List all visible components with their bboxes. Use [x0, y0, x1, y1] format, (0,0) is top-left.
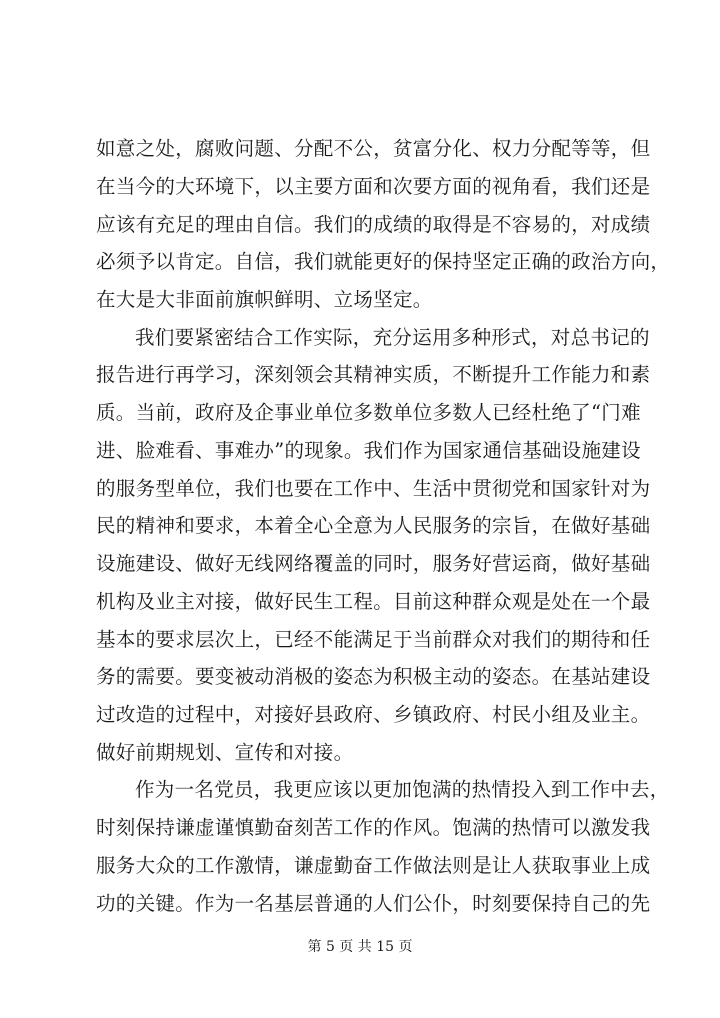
body-text-line: 过改造的过程中，对接好县政府、乡镇政府、村民小组及业主。 — [96, 703, 651, 726]
body-text-line: 功的关键。作为一名基层普通的人们公仆，时刻要保持自己的先 — [96, 892, 651, 915]
body-text-line: 在当今的大环境下，以主要方面和次要方面的视角看，我们还是 — [96, 175, 651, 198]
body-text-line: 报告进行再学习，深刻领会其精神实质，不断提升工作能力和素 — [96, 363, 651, 386]
body-text-line: 如意之处，腐败问题、分配不公，贫富分化、权力分配等等，但 — [96, 137, 651, 160]
body-text-line: 基本的要求层次上，已经不能满足于当前群众对我们的期待和任 — [96, 628, 651, 651]
paragraph-first-line: 作为一名党员，我更应该以更加饱满的热情投入到工作中去， — [135, 778, 670, 801]
body-text-line: 机构及业主对接，做好民生工程。目前这种群众观是处在一个最 — [96, 590, 651, 613]
body-text-line: 必须予以肯定。自信，我们就能更好的保持坚定正确的政治方向， — [96, 250, 671, 273]
paragraph-first-line: 我们要紧密结合工作实际，充分运用多种形式，对总书记的 — [135, 326, 650, 349]
body-text-line: 设施建设、做好无线网络覆盖的同时，服务好营运商，做好基础 — [96, 552, 651, 575]
body-text-line: 的服务型单位，我们也要在工作中、生活中贯彻党和国家针对为 — [96, 477, 651, 500]
page-number-footer: 第 5 页 共 15 页 — [307, 939, 413, 955]
body-text-line: 做好前期规划、宣传和对接。 — [96, 741, 354, 764]
body-text-line: 在大是大非面前旗帜鲜明、立场坚定。 — [96, 288, 433, 311]
body-text-line: 民的精神和要求，本着全心全意为人民服务的宗旨，在做好基础 — [96, 514, 651, 537]
body-text-line: 务的需要。要变被动消极的姿态为积极主动的姿态。在基站建设 — [96, 665, 651, 688]
body-text-line: 进、脸难看、事难办”的现象。我们作为国家通信基础设施建设 — [96, 439, 641, 462]
body-text-line: 时刻保持谦虚谨慎勤奋刻苦工作的作风。饱满的热情可以激发我 — [96, 816, 651, 839]
body-text-line: 服务大众的工作激情，谦虚勤奋工作做法则是让人获取事业上成 — [96, 854, 651, 877]
body-text-line: 质。当前，政府及企事业单位多数单位多数人已经杜绝了“门难 — [96, 401, 641, 424]
body-text-line: 应该有充足的理由自信。我们的成绩的取得是不容易的，对成绩 — [96, 213, 651, 236]
